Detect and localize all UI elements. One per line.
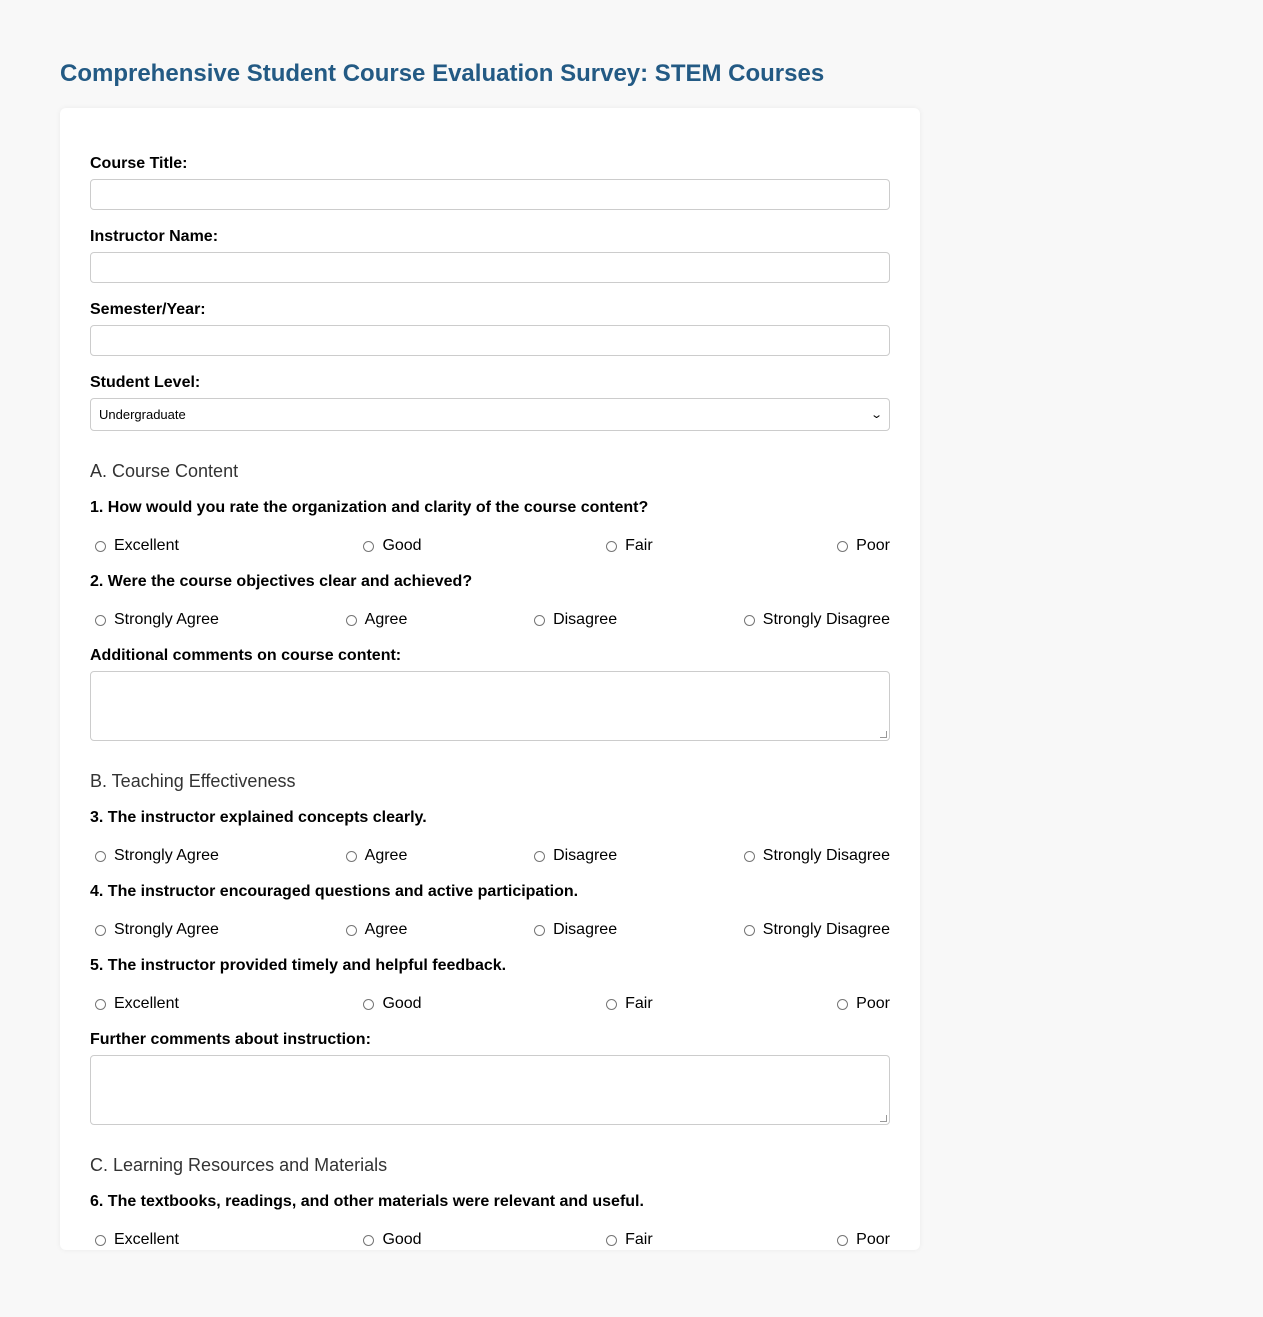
radio-group [90,995,890,1013]
radio-label: Strongly Disagree [762,611,890,628]
radio-option[interactable] [358,537,421,555]
radio-button[interactable] [346,925,357,936]
radio-button[interactable] [346,851,357,862]
radio-label: Strongly Agree [114,847,219,864]
chevron-down-icon: ⌄ [869,409,883,421]
radio-label: Strongly Agree [114,611,219,628]
radio-label: Disagree [553,847,618,864]
radio-button[interactable] [95,541,106,552]
radio-option[interactable] [832,1231,890,1249]
radio-option[interactable] [341,847,408,865]
radio-label: Agree [364,847,408,864]
radio-option[interactable] [341,611,408,629]
radio-label: Poor [856,995,890,1012]
radio-button[interactable] [95,999,106,1010]
instructor-name-input[interactable] [90,252,890,283]
semester-year-input[interactable] [90,325,890,356]
radio-group [90,1231,890,1249]
radio-group [90,921,890,939]
comments-label: Additional comments on course content: [90,647,402,664]
radio-option[interactable] [90,1231,179,1249]
radio-button[interactable] [744,615,755,626]
survey-form [60,108,920,1250]
course-title-label: Course Title: [90,155,188,172]
radio-button[interactable] [363,1235,374,1246]
radio-button[interactable] [606,541,617,552]
radio-label: Excellent [114,537,179,554]
radio-option[interactable] [90,921,219,939]
radio-group [90,537,890,555]
radio-button[interactable] [95,1235,106,1246]
radio-label: Excellent [114,995,179,1012]
question-text: 2. Were the course objectives clear and achieved? [90,573,473,590]
question-text: 3. The instructor explained concepts clearly. [90,809,427,826]
radio-label: Poor [856,537,890,554]
radio-button[interactable] [95,615,106,626]
radio-label: Agree [364,611,408,628]
radio-option[interactable] [601,537,653,555]
radio-option[interactable] [832,537,890,555]
radio-label: Poor [856,1231,890,1248]
radio-option[interactable] [358,1231,421,1249]
radio-option[interactable] [341,921,408,939]
comments-textarea[interactable] [90,1055,890,1125]
instructor-name-label: Instructor Name: [90,228,219,245]
radio-label: Excellent [114,1231,179,1248]
radio-group [90,611,890,629]
radio-option[interactable] [601,1231,653,1249]
section-heading: C. Learning Resources and Materials [90,1155,388,1175]
radio-label: Disagree [553,611,618,628]
radio-label: Good [382,537,422,554]
radio-label: Agree [364,921,408,938]
comments-textarea[interactable] [90,671,890,741]
radio-button[interactable] [744,851,755,862]
radio-button[interactable] [744,925,755,936]
radio-option[interactable] [90,611,219,629]
radio-label: Disagree [553,921,618,938]
course-title-input[interactable] [90,179,890,210]
radio-button[interactable] [363,999,374,1010]
radio-option[interactable] [739,611,890,629]
radio-label: Fair [625,1231,653,1248]
question-text: 4. The instructor encouraged questions and active participation. [90,883,579,900]
radio-button[interactable] [606,999,617,1010]
question-text: 5. The instructor provided timely and helpful feedback. [90,957,507,974]
question-text: 1. How would you rate the organization and clarity of the course content? [90,499,649,516]
section-heading: B. Teaching Effectiveness [90,771,296,791]
radio-button[interactable] [837,541,848,552]
radio-label: Fair [625,537,653,554]
radio-button[interactable] [534,615,545,626]
radio-label: Strongly Agree [114,921,219,938]
radio-label: Strongly Disagree [762,847,890,864]
comments-label: Further comments about instruction: [90,1031,371,1048]
radio-button[interactable] [837,999,848,1010]
radio-button[interactable] [606,1235,617,1246]
radio-button[interactable] [534,925,545,936]
question-text: 6. The textbooks, readings, and other materials were relevant and useful. [90,1193,644,1210]
semester-year-label: Semester/Year: [90,301,206,318]
radio-option[interactable] [739,847,890,865]
radio-button[interactable] [837,1235,848,1246]
student-level-select[interactable] [90,398,890,431]
radio-group [90,847,890,865]
radio-option[interactable] [358,995,421,1013]
radio-button[interactable] [363,541,374,552]
radio-option[interactable] [529,921,617,939]
radio-label: Fair [625,995,653,1012]
radio-label: Good [382,995,422,1012]
student-level-label: Student Level: [90,374,201,391]
radio-button[interactable] [95,925,106,936]
radio-option[interactable] [739,921,890,939]
radio-option[interactable] [90,847,219,865]
radio-option[interactable] [90,537,179,555]
radio-option[interactable] [529,847,617,865]
radio-button[interactable] [95,851,106,862]
section-heading: A. Course Content [90,461,239,481]
radio-label: Good [382,1231,422,1248]
radio-label: Strongly Disagree [762,921,890,938]
student-level-value: Undergraduate [99,407,186,422]
radio-option[interactable] [601,995,653,1013]
radio-option[interactable] [529,611,617,629]
radio-option[interactable] [832,995,890,1013]
radio-button[interactable] [346,615,357,626]
radio-button[interactable] [534,851,545,862]
page-title: Comprehensive Student Course Evaluation Survey: STEM Courses [60,60,825,87]
radio-option[interactable] [90,995,179,1013]
